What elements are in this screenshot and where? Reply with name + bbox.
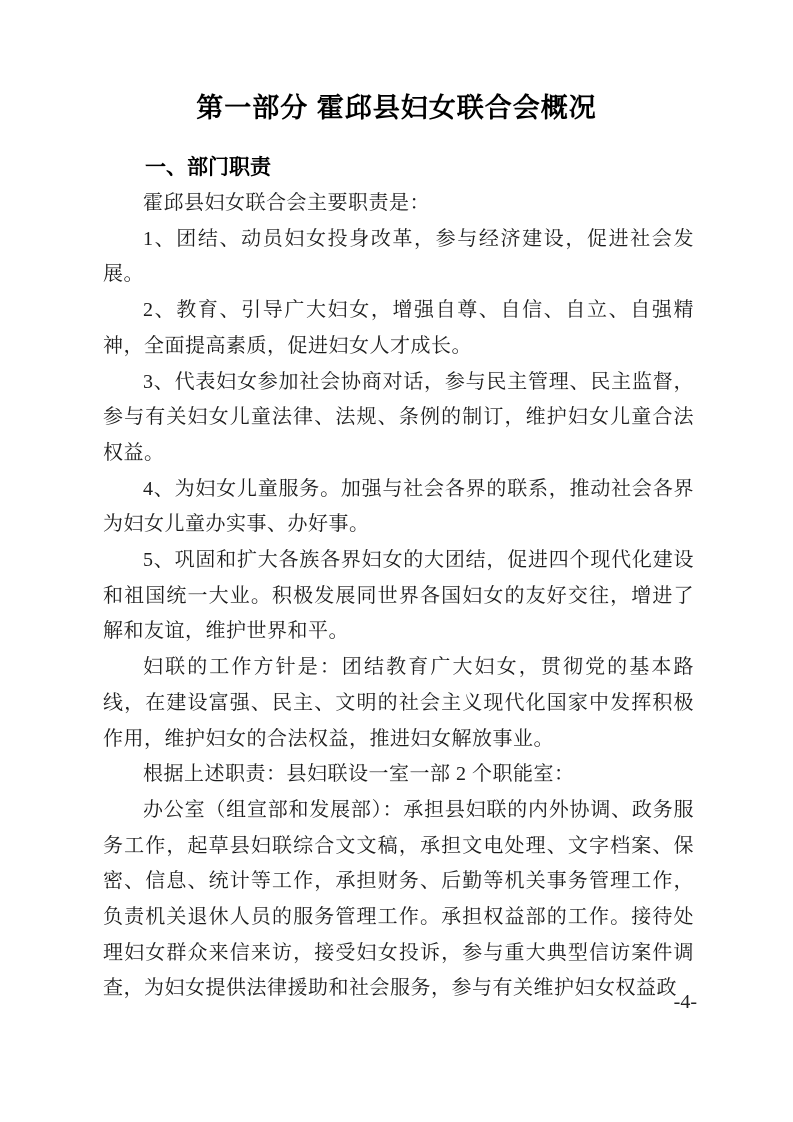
paragraph-duty-5: 5、巩固和扩大各族各界妇女的大团结，促进四个现代化建设和祖国统一大业。积极发展同世界各国妇女的友好交往，增进了解和友谊，维护世界和平。 bbox=[103, 549, 694, 643]
paragraph-office-duties: 办公室（组宣部和发展部）：承担县妇联的内外协调、政务服务工作，起草县妇联综合文文稿，承担文电处理、文字档案、保密、信息、统计等工作，承担财务、后勤等机关事务管理工作，负责机关退休人员的服务管理工作。承担权益部的工作。接待处理妇女群众来信来访，接受妇女投诉，参与重大典型信访案件调查，为妇女提供法律援助和社会服务，参与有关维护妇女权益政 bbox=[103, 798, 694, 1000]
paragraph-duty-2: 2、教育、引导广大妇女，增强自尊、自信、自立、自强精神，全面提高素质，促进妇女人才成长。 bbox=[103, 299, 694, 357]
paragraph-work-policy: 妇联的工作方针是：团结教育广大妇女，贯彻党的基本路线，在建设富强、民主、文明的社会主义现代化国家中发挥积极作用，维护妇女的合法权益，推进妇女解放事业。 bbox=[103, 656, 694, 750]
paragraph-duty-4: 4、为妇女儿童服务。加强与社会各界的联系，推动社会各界为妇女儿童办实事、办好事。 bbox=[103, 477, 694, 536]
paragraph-org-setup: 根据上述职责：县妇联设一室一部 2 个职能室： bbox=[143, 763, 575, 786]
section-heading: 一、部门职责 bbox=[145, 156, 271, 179]
paragraph-intro: 霍邱县妇女联合会主要职责是： bbox=[143, 192, 430, 214]
paragraph-duty-3: 3、代表妇女参加社会协商对话，参与民主管理、民主监督，参与有关妇女儿童法律、法规、条例的制订，维护妇女儿童合法权益。 bbox=[103, 370, 694, 464]
paragraph-duty-1: 1、团结、动员妇女投身改革，参与经济建设，促进社会发展。 bbox=[103, 227, 694, 286]
document-body bbox=[103, 149, 694, 1007]
page-number: -4- bbox=[673, 991, 697, 1013]
document-title: 第一部分 霍邱县妇女联合会概况 bbox=[196, 93, 597, 123]
